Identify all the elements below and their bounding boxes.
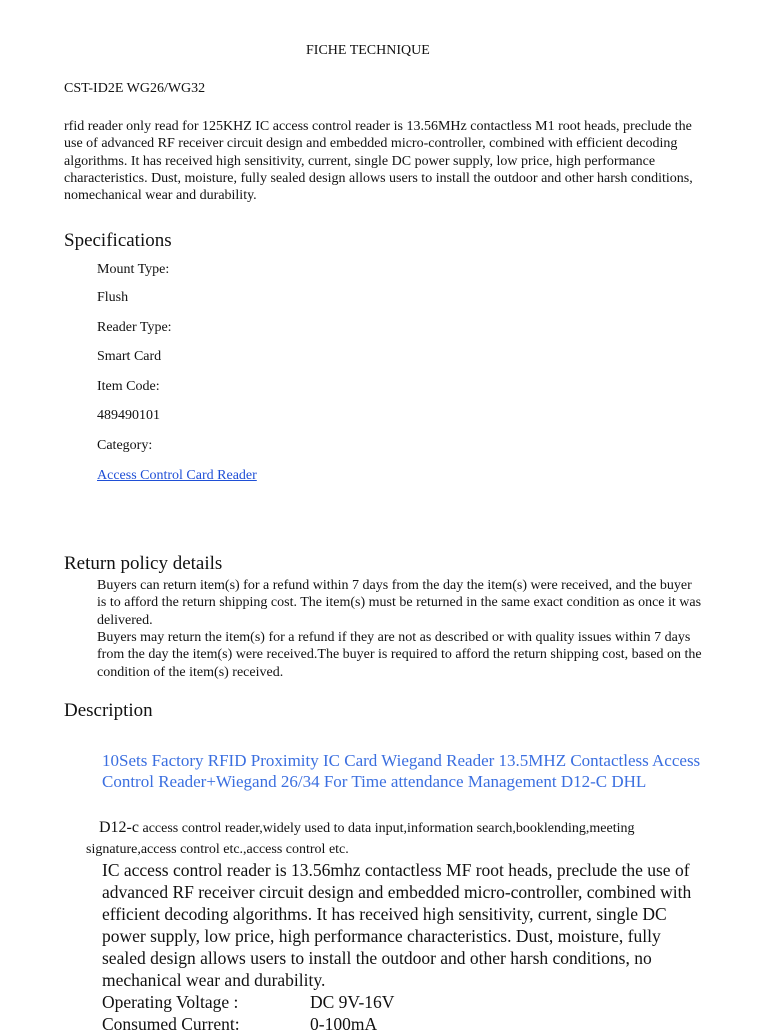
reader-type-label: Reader Type: [97,320,172,335]
current-value: 0-100mA [310,1014,378,1034]
model-prefix: D12-c [99,819,139,836]
model-summary-text: access control reader,widely used to data input,information search,booklending,meeting signature,access control etc.,access control etc. [86,821,635,857]
return-policy-paragraph-1: Buyers can return item(s) for a refund within 7 days from the day the item(s) were received, and the buyer is to afford the return shipping cost. The item(s) must be returned in the same exact condition as once it was delivered. [97,578,702,628]
category-link[interactable]: Access Control Card Reader [97,468,257,483]
return-policy-paragraph-2: Buyers may return the item(s) for a refund if they are not as described or with quality issues within 7 days from the day the item(s) were received.The buyer is required to afford the return shipping cost, based on the condition of the item(s) received. [97,630,702,680]
reader-type-value: Smart Card [97,349,162,364]
document-title: FICHE TECHNIQUE [306,43,430,58]
voltage-value: DC 9V-16V [310,992,395,1012]
model-summary [86,818,706,860]
specifications-heading: Specifications [64,230,172,251]
item-code-label: Item Code: [97,379,160,394]
description-body: IC access control reader is 13.56mhz contactless MF root heads, preclude the use of advanced RF receiver circuit design and embedded micro-controller, combined with efficient decoding algorithms. It has received high sensitivity, current, single DC power supply, low price, high performance characteristics. Dust, moisture, fully sealed design allows users to install the outdoor and other harsh conditions, no mechanical wear and durability. [102,860,692,990]
voltage-label: Operating Voltage : [102,992,239,1012]
product-title: 10Sets Factory RFID Proximity IC Card Wiegand Reader 13.5MHZ Contactless Access Control Reader+Wiegand 26/34 For Time attendance Management D12-C DHL [102,751,701,791]
intro-paragraph: rfid reader only read for 125KHZ IC access control reader is 13.56MHz contactless M1 root heads, preclude the use of advanced RF receiver circuit design and embedded micro-controller, combined with efficient decoding algorithms. It has received high sensitivity, current, single DC power supply, low price, high performance characteristics. Dust, moisture, fully sealed design allows users to install the outdoor and other harsh conditions, nomechanical wear and durability. [64,119,693,204]
mount-type-label: Mount Type: [97,262,170,277]
category-label: Category: [97,438,153,453]
description-heading: Description [64,700,153,721]
current-label: Consumed Current: [102,1014,240,1034]
model-number: CST-ID2E WG26/WG32 [64,81,206,96]
return-policy-heading: Return policy details [64,553,223,574]
mount-type-value: Flush [97,290,129,305]
item-code-value: 489490101 [97,408,160,423]
